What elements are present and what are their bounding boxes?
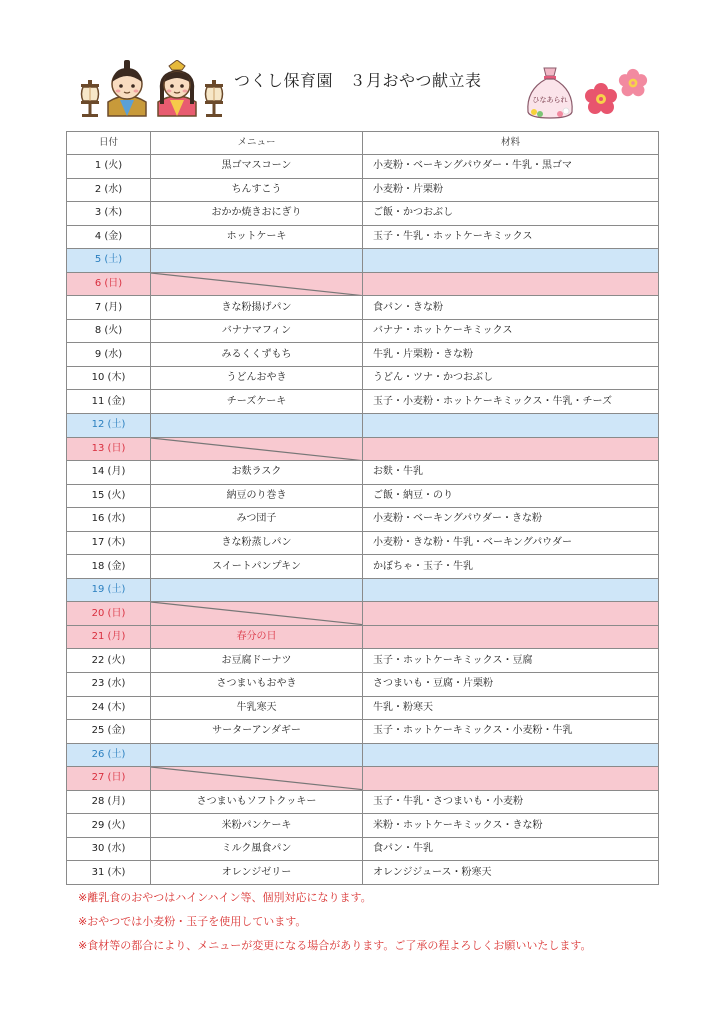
- row-menu: きな粉揚げパン: [151, 296, 363, 320]
- row-materials: 小麦粉・ベーキングパウダー・きな粉: [363, 508, 659, 532]
- row-menu: みつ団子: [151, 508, 363, 532]
- row-menu: うどんおやき: [151, 366, 363, 390]
- row-date: 21 (月): [67, 625, 151, 649]
- table-row: [67, 390, 659, 414]
- row-menu: チーズケーキ: [151, 390, 363, 414]
- row-materials: 玉子・小麦粉・ホットケーキミックス・牛乳・チーズ: [363, 390, 659, 414]
- row-menu: さつまいもおやき: [151, 673, 363, 697]
- diagonal-line: [151, 273, 362, 296]
- row-menu: 牛乳寒天: [151, 696, 363, 720]
- table-row: [67, 272, 659, 296]
- row-materials: さつまいも・豆腐・片栗粉: [363, 673, 659, 697]
- header-date: 日付: [67, 132, 151, 155]
- lantern-icon: [202, 80, 226, 118]
- row-date: 22 (火): [67, 649, 151, 673]
- row-materials: 牛乳・片栗粉・きな粉: [363, 343, 659, 367]
- row-date: 16 (水): [67, 508, 151, 532]
- table-row: [67, 861, 659, 885]
- table-row: [67, 155, 659, 179]
- page-header: [66, 56, 658, 122]
- row-materials: [363, 625, 659, 649]
- table-row: [67, 343, 659, 367]
- row-materials: 玉子・牛乳・ホットケーキミックス: [363, 225, 659, 249]
- row-materials: [363, 578, 659, 602]
- row-date: 15 (火): [67, 484, 151, 508]
- row-materials: 玉子・ホットケーキミックス・小麦粉・牛乳: [363, 720, 659, 744]
- row-materials: [363, 249, 659, 273]
- table-row: [67, 837, 659, 861]
- table-row: [67, 414, 659, 438]
- row-date: 3 (木): [67, 202, 151, 226]
- hina-arare-bag-icon: [520, 64, 580, 120]
- row-date: 10 (木): [67, 366, 151, 390]
- row-materials: 米粉・ホットケーキミックス・きな粉: [363, 814, 659, 838]
- row-materials: [363, 743, 659, 767]
- table-row: [67, 790, 659, 814]
- row-date: 2 (水): [67, 178, 151, 202]
- row-materials: [363, 272, 659, 296]
- row-date: 13 (日): [67, 437, 151, 461]
- table-row: [67, 508, 659, 532]
- table-body: [67, 155, 659, 885]
- row-materials: お麩・牛乳: [363, 461, 659, 485]
- row-date: 28 (月): [67, 790, 151, 814]
- row-materials: 玉子・ホットケーキミックス・豆腐: [363, 649, 659, 673]
- row-date: 17 (木): [67, 531, 151, 555]
- table-row: [67, 249, 659, 273]
- table-row: [67, 602, 659, 626]
- row-date: 11 (金): [67, 390, 151, 414]
- table-row: [67, 531, 659, 555]
- row-date: 18 (金): [67, 555, 151, 579]
- row-menu: きな粉蒸しパン: [151, 531, 363, 555]
- row-materials: [363, 437, 659, 461]
- table-row: [67, 743, 659, 767]
- table-row: [67, 814, 659, 838]
- row-menu: オレンジゼリー: [151, 861, 363, 885]
- table-row: [67, 767, 659, 791]
- diagonal-line: [151, 602, 362, 625]
- row-menu: 春分の日: [151, 625, 363, 649]
- row-materials: 小麦粉・片栗粉: [363, 178, 659, 202]
- table-header-row: [67, 132, 659, 155]
- row-menu: [151, 414, 363, 438]
- page-title: つくし保育園 ３月おやつ献立表: [234, 71, 482, 90]
- row-date: 24 (木): [67, 696, 151, 720]
- row-date: 27 (日): [67, 767, 151, 791]
- table-row: [67, 625, 659, 649]
- table-row: [67, 555, 659, 579]
- table-row: [67, 696, 659, 720]
- plum-flower-icon: [618, 68, 648, 98]
- row-date: 12 (土): [67, 414, 151, 438]
- row-materials: 食パン・牛乳: [363, 837, 659, 861]
- row-date: 30 (水): [67, 837, 151, 861]
- table-row: [67, 202, 659, 226]
- diagonal-line: [151, 767, 362, 790]
- row-materials: [363, 767, 659, 791]
- header-menu: メニュー: [151, 132, 363, 155]
- row-materials: ご飯・かつおぶし: [363, 202, 659, 226]
- lantern-icon: [78, 80, 102, 118]
- row-date: 26 (土): [67, 743, 151, 767]
- table-row: [67, 437, 659, 461]
- row-menu: おかか焼きおにぎり: [151, 202, 363, 226]
- table-row: [67, 649, 659, 673]
- table-row: [67, 720, 659, 744]
- row-menu: サーターアンダギー: [151, 720, 363, 744]
- row-date: 4 (金): [67, 225, 151, 249]
- table-row: [67, 366, 659, 390]
- row-menu: お豆腐ドーナツ: [151, 649, 363, 673]
- notes: [78, 890, 678, 962]
- row-menu: さつまいもソフトクッキー: [151, 790, 363, 814]
- row-date: 1 (火): [67, 155, 151, 179]
- row-materials: うどん・ツナ・かつおぶし: [363, 366, 659, 390]
- row-materials: 玉子・牛乳・さつまいも・小麦粉: [363, 790, 659, 814]
- row-date: 9 (水): [67, 343, 151, 367]
- table-row: [67, 578, 659, 602]
- row-date: 6 (日): [67, 272, 151, 296]
- row-date: 19 (土): [67, 578, 151, 602]
- row-materials: バナナ・ホットケーキミックス: [363, 319, 659, 343]
- row-materials: 牛乳・粉寒天: [363, 696, 659, 720]
- row-materials: オレンジジュース・粉寒天: [363, 861, 659, 885]
- note-weaning: ※離乳食のおやつはハインハイン等、個別対応になります。: [78, 891, 372, 904]
- row-menu: 黒ゴマスコーン: [151, 155, 363, 179]
- row-date: 25 (金): [67, 720, 151, 744]
- note-allergens: ※おやつでは小麦粉・玉子を使用しています。: [78, 915, 307, 928]
- row-materials: 食パン・きな粉: [363, 296, 659, 320]
- row-date: 8 (火): [67, 319, 151, 343]
- row-date: 7 (月): [67, 296, 151, 320]
- row-menu: [151, 437, 363, 461]
- row-menu: みるくくずもち: [151, 343, 363, 367]
- table-row: [67, 461, 659, 485]
- row-menu: [151, 272, 363, 296]
- row-menu: 米粉パンケーキ: [151, 814, 363, 838]
- row-menu: 納豆のり巻き: [151, 484, 363, 508]
- ohina-sama-icon: [154, 60, 200, 118]
- row-menu: お麩ラスク: [151, 461, 363, 485]
- table-row: [67, 296, 659, 320]
- table-row: [67, 225, 659, 249]
- row-menu: バナナマフィン: [151, 319, 363, 343]
- odairi-sama-icon: [104, 60, 150, 118]
- row-date: 29 (火): [67, 814, 151, 838]
- bag-text: ひなあられ: [532, 96, 568, 104]
- row-date: 23 (水): [67, 673, 151, 697]
- row-materials: [363, 602, 659, 626]
- row-materials: かぼちゃ・玉子・牛乳: [363, 555, 659, 579]
- row-menu: ちんすこう: [151, 178, 363, 202]
- row-date: 5 (土): [67, 249, 151, 273]
- row-menu: [151, 578, 363, 602]
- table-row: [67, 484, 659, 508]
- table-row: [67, 178, 659, 202]
- row-materials: 小麦粉・ベーキングパウダー・牛乳・黒ゴマ: [363, 155, 659, 179]
- row-materials: ご飯・納豆・のり: [363, 484, 659, 508]
- diagonal-line: [151, 438, 362, 461]
- row-menu: ミルク風食パン: [151, 837, 363, 861]
- row-date: 14 (月): [67, 461, 151, 485]
- row-date: 20 (日): [67, 602, 151, 626]
- row-menu: [151, 743, 363, 767]
- table-row: [67, 319, 659, 343]
- header-materials: 材料: [363, 132, 659, 155]
- row-menu: [151, 249, 363, 273]
- row-menu: スイートパンプキン: [151, 555, 363, 579]
- table-row: [67, 673, 659, 697]
- row-menu: [151, 767, 363, 791]
- row-materials: 小麦粉・きな粉・牛乳・ベーキングパウダー: [363, 531, 659, 555]
- row-menu: [151, 602, 363, 626]
- snack-menu-table: [66, 131, 659, 885]
- row-menu: ホットケーキ: [151, 225, 363, 249]
- row-materials: [363, 414, 659, 438]
- note-menu-change: ※食材等の都合により、メニューが変更になる場合があります。ご了承の程よろしくお願いいたします。: [78, 939, 592, 952]
- row-date: 31 (木): [67, 861, 151, 885]
- plum-flower-icon: [584, 82, 618, 116]
